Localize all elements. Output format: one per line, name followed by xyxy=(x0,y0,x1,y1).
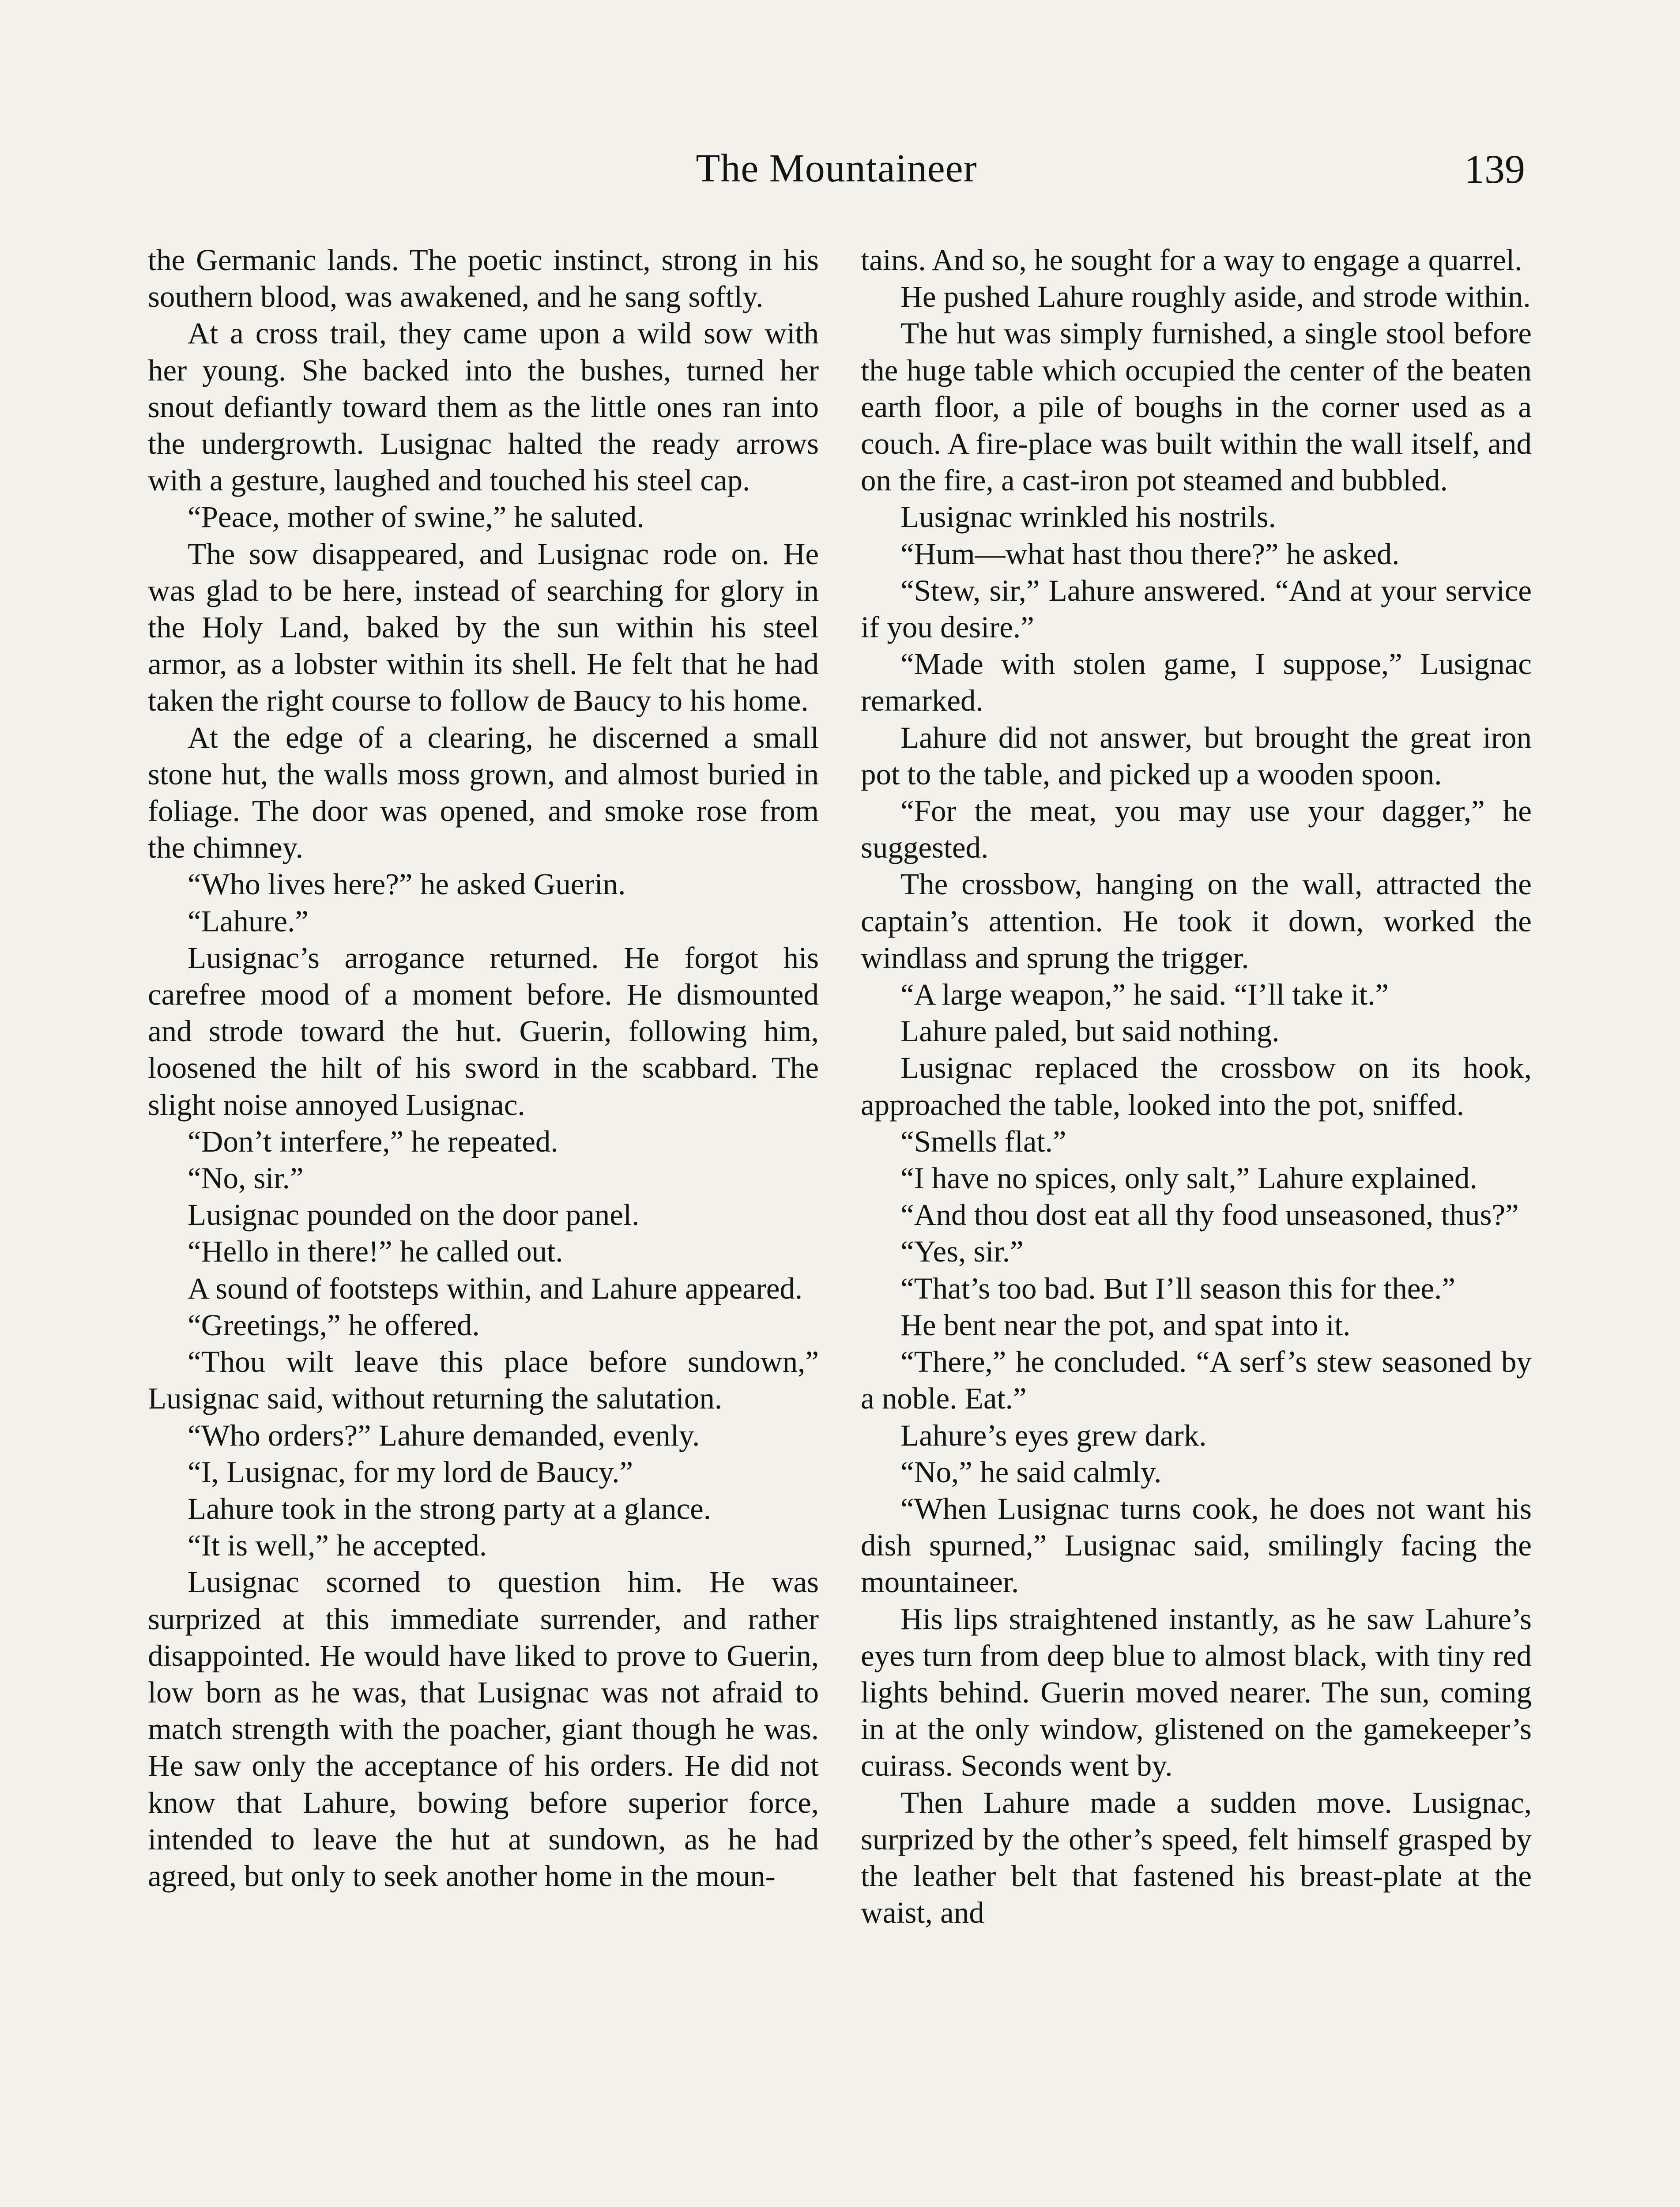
paragraph: “That’s too bad. But I’ll season this for thee.” xyxy=(900,1271,1456,1305)
paragraph: “Don’t interfere,” he repeated. xyxy=(188,1124,558,1158)
paragraph: “A large weapon,” he said. “I’ll take it.” xyxy=(900,978,1389,1012)
paragraph: Lahure paled, but said nothing. xyxy=(900,1014,1280,1048)
paragraph: At the edge of a clearing, he discerned a small stone hut, the walls moss grown, and almost buried in foliage. The door was opened, and smoke rose from the chimney. xyxy=(148,720,819,865)
paragraph: Lahure’s eyes grew dark. xyxy=(900,1418,1207,1452)
paragraph: the Germanic lands. The poetic instinct, strong in his southern blood, was awakened, and he sang softly. xyxy=(148,243,819,314)
page-header xyxy=(148,146,1525,203)
paragraph: Then Lahure made a sudden move. Lusignac, surprized by the other’s speed, felt himself grasped by the leather belt that fastened his breast-plate at the waist, and xyxy=(861,1785,1532,1930)
paragraph: Lusignac’s arrogance returned. He forgot his carefree mood of a moment before. He dismounted and strode toward the hut. Guerin, following him, loosened the hilt of his sword in the scabbard. The slight noise annoyed Lusignac. xyxy=(148,941,819,1122)
paragraph: “Thou wilt leave this place before sundown,” Lusignac said, without returning the salutation. xyxy=(148,1345,819,1416)
paragraph: “When Lusignac turns cook, he does not want his dish spurned,” Lusignac said, smilingly facing the mountaineer. xyxy=(861,1491,1532,1599)
paragraph: Lusignac pounded on the door panel. xyxy=(188,1198,640,1232)
paragraph: Lusignac wrinkled his nostrils. xyxy=(900,500,1276,534)
left-column xyxy=(148,242,819,1894)
paragraph: “No, sir.” xyxy=(188,1161,304,1195)
paragraph: He pushed Lahure roughly aside, and strode within. xyxy=(900,280,1531,314)
paragraph: The hut was simply furnished, a single stool before the huge table which occupied the center of the beaten earth floor, a pile of boughs in the corner used as a couch. A fire-place was built within the wall itself, and on the fire, a cast-iron pot steamed and bubbled. xyxy=(861,316,1532,497)
paragraph: “Smells flat.” xyxy=(900,1124,1066,1158)
paragraph: The crossbow, hanging on the wall, attracted the captain’s attention. He took it down, worked the windlass and sprung the trigger. xyxy=(861,867,1532,975)
paragraph: “Lahure.” xyxy=(188,904,309,938)
paragraph: His lips straightened instantly, as he saw Lahure’s eyes turn from deep blue to almost black, with tiny red lights behind. Guerin moved nearer. The sun, coming in at the only window, glistened on the gamekeeper’s cuirass. Seconds went by. xyxy=(861,1602,1532,1783)
paragraph: “And thou dost eat all thy food unseasoned, thus?” xyxy=(900,1198,1519,1232)
paragraph: He bent near the pot, and spat into it. xyxy=(900,1308,1351,1342)
paragraph: Lusignac replaced the crossbow on its hook, approached the table, looked into the pot, sniffed. xyxy=(861,1051,1532,1122)
paragraph: “It is well,” he accepted. xyxy=(188,1529,487,1563)
paragraph: A sound of footsteps within, and Lahure appeared. xyxy=(188,1271,803,1305)
paragraph: tains. And so, he sought for a way to engage a quarrel. xyxy=(861,243,1522,277)
paragraph: Lahure did not answer, but brought the great iron pot to the table, and picked up a wooden spoon. xyxy=(861,720,1532,791)
paragraph: “Peace, mother of swine,” he saluted. xyxy=(188,500,644,534)
paragraph: “Hum—what hast thou there?” he asked. xyxy=(900,537,1400,571)
paragraph: “Who orders?” Lahure demanded, evenly. xyxy=(188,1418,700,1452)
paragraph: “For the meat, you may use your dagger,” he suggested. xyxy=(861,794,1532,865)
paragraph: “Greetings,” he offered. xyxy=(188,1308,480,1342)
paragraph: “Yes, sir.” xyxy=(900,1235,1024,1269)
paragraph: “Hello in there!” he called out. xyxy=(188,1235,563,1269)
right-column xyxy=(861,242,1532,1931)
running-head: The Mountaineer xyxy=(696,147,977,190)
paragraph: “I have no spices, only salt,” Lahure explained. xyxy=(900,1161,1477,1195)
paragraph: Lahure took in the strong party at a glance. xyxy=(188,1491,712,1525)
paragraph: Lusignac scorned to question him. He was surprized at this immediate surrender, and rather disappointed. He would have liked to prove to Guerin, low born as he was, that Lusignac was not afraid to match strength with the poacher, giant though he was. He saw only the acceptance of his orders. He did not know that Lahure, bowing before superior force, intended to leave the hut at sundown, as he had agreed, but only to seek another home in the moun- xyxy=(148,1565,819,1893)
page-number: 139 xyxy=(1464,147,1525,192)
paragraph: The sow disappeared, and Lusignac rode on. He was glad to be here, instead of searching for glory in the Holy Land, baked by the sun within his steel armor, as a lobster within its shell. He felt that he had taken the right course to follow de Baucy to his home. xyxy=(148,537,819,718)
paragraph: “Stew, sir,” Lahure answered. “And at your service if you desire.” xyxy=(861,573,1532,644)
paragraph: “No,” he said calmly. xyxy=(900,1455,1162,1489)
paragraph: “There,” he concluded. “A serf’s stew seasoned by a noble. Eat.” xyxy=(861,1345,1532,1416)
paragraph: At a cross trail, they came upon a wild sow with her young. She backed into the bushes, turned her snout defiantly toward them as the little ones ran into the undergrowth. Lusignac halted the ready arrows with a gesture, laughed and touched his steel cap. xyxy=(148,316,819,497)
paragraph: “Who lives here?” he asked Guerin. xyxy=(188,867,626,901)
paragraph: “Made with stolen game, I suppose,” Lusignac remarked. xyxy=(861,647,1532,718)
paragraph: “I, Lusignac, for my lord de Baucy.” xyxy=(188,1455,633,1489)
